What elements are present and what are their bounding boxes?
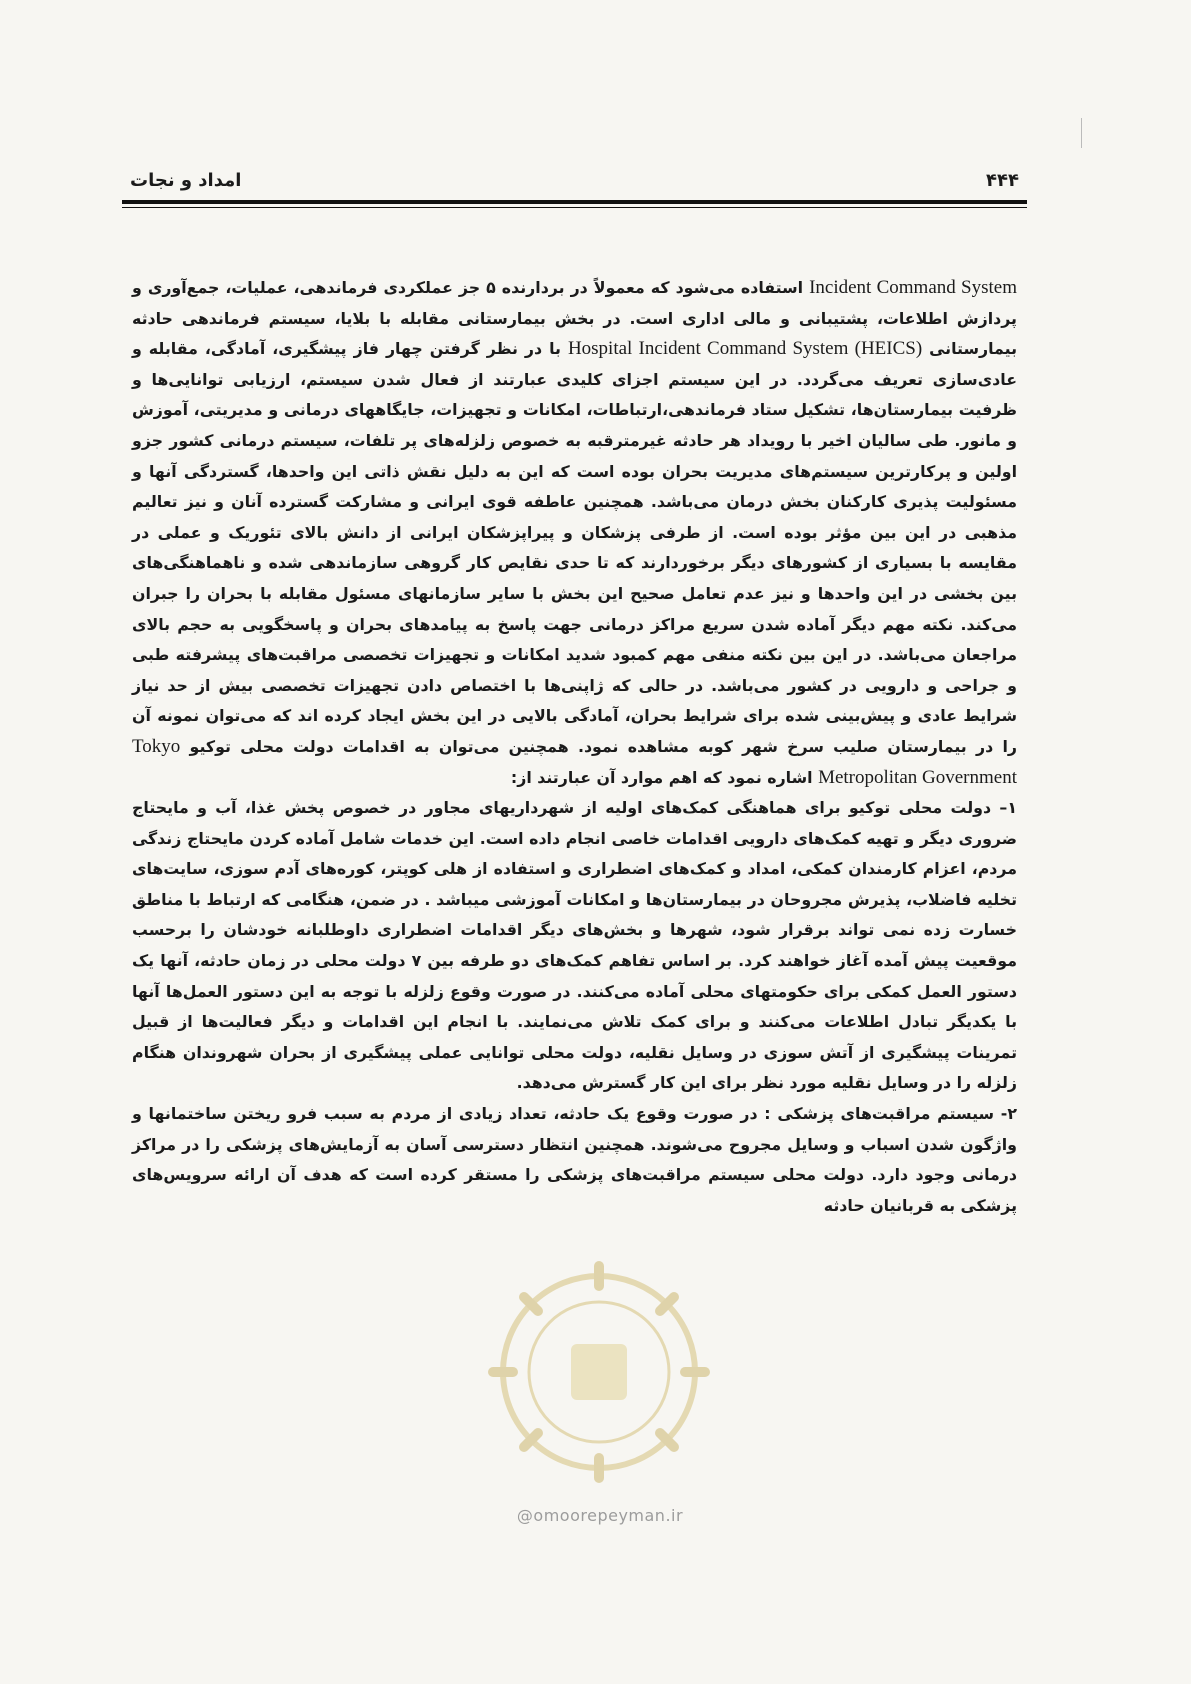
latin-term: Incident Command System — [809, 277, 1017, 298]
paragraph-2: ۱– دولت محلی توکیو برای هماهنگی کمک‌های اولیه از شهرداریهای مجاور در خصوص پخش غذا، آب و مایحتاج ضروری دیگر و تهیه کمک‌های دارویی اقدامات خاصی انجام داده است. این خدمات شامل آماده کردن مایحتاج زندگی مردم، اعزام کارمندان کمکی، امداد و کمک‌های اضطراری و استفاده از هلی کوپتر، کوره‌های آدم سوزی، سایت‌های تخلیه فاضلاب، پذیرش مجروحان در بیمارستان‌ها و امکانات آموزشی میباشد . در ضمن، هنگامی که ارتباط با مناطق خسارت زده نمی تواند برقرار شود، شهرها و بخش‌های دیگر اقدامات اضطراری داوطلبانه خودشان را برحسب موقعیت پیش آمده آغاز خواهند کرد. بر اساس تفاهم کمک‌های دو طرفه بین ۷ دولت محلی در زمان حادثه، آنها یک دستور العمل کمکی برای حکومتهای محلی آماده می‌کنند. در صورت وقوع زلزله با توجه به این دستور العمل‌ها آنها با یکدیگر تبادل اطلاعات می‌کنند و برای کمک تلاش می‌نمایند. با انجام این اقدامات و دیگر فعالیت‌ها از قبیل تمرینات پیشگیری از آتش سوزی در وسایل نقلیه، دولت محلی توانایی عملی پیشگیری از بحران شهروندان هنگام زلزله را در وسایل نقلیه مورد نظر برای این کار گسترش می‌دهد. — [132, 798, 1017, 1093]
paragraph-text: با در نظر گرفتن چهار فاز پیشگیری، آمادگی، مقابله و عادی‌سازی تعریف می‌گردد. در این سیستم اجزای کلیدی عبارتند از فعال شدن سیستم، ارزیابی توانایی‌ها و ظرفیت بیمارستان‌ها، تشکیل ستاد فرماندهی،ارتباطات، امکانات و تجهیزات، جایگاههای درمانی و مدیریتی، آموزش و مانور. طی سالیان اخیر با رویداد هر حادثه غیرمترقبه به خصوص زلزله‌های پر تلفات، سیستم درمانی کشور جزو اولین و پرکارترین سیستم‌های مدیریت بحران بوده است که این به دلیل نقش ذاتی این واحدها، گستردگی آنها و مسئولیت پذیری کارکنان بخش درمان می‌باشد. همچنین عاطفه قوی ایرانی و مشارکت گسترده آنان و نیز تعالیم مذهبی در این بین مؤثر بوده است. از طرفی پزشکان و پیراپزشکان ایرانی از دانش بالای تئوریک و عملی در مقایسه با بسیاری از کشورهای دیگر برخوردارند که تا حدی نقایص کار گروهی سازماندهی شده و ناهماهنگی‌های بین بخشی در این واحدها و نیز عدم تعامل صحیح این بخش با سایر سازمانهای مسئول مقابله با بحران را جبران می‌کند. نکته مهم دیگر آماده شدن سریع مراکز درمانی جهت پاسخ به پیامدهای بحران و پاسخگویی به حجم بالای مراجعان می‌باشد. در این بین نکته منفی مهم کمبود شدید امکانات و تجهیزات تخصصی مراقبت‌های پیشرفته طبی و جراحی و دارویی در کشور می‌باشد. در حالی که ژاپنی‌ها با اختصاص دادن تجهیزات تخصصی بیش از حد نیاز شرایط عادی و پیش‌بینی شده برای شرایط بحران، آمادگی بالایی در این بخش ایجاد کرده اند که می‌توان نمونه آن را در بیمارستان صلیب سرخ شهر کوبه مشاهده نمود. همچنین می‌توان به اقدامات دولت محلی توکیو — [132, 339, 1017, 756]
latin-term: Hospital Incident Command System (HEICS) — [567, 338, 923, 360]
running-title: امداد و نجات — [130, 170, 242, 191]
latin-term: Tokyo Metropolitan Government — [132, 735, 1017, 788]
body-text — [132, 273, 1017, 1221]
header-rule-thick — [122, 200, 1027, 204]
margin-mark — [1081, 118, 1082, 148]
watermark-site-text: omoorepeyman.ir — [533, 1506, 684, 1525]
paragraph-text: استفاده می‌شود که معمولاً در بردارنده ۵ جز عملکردی فرماندهی، عملیات، جمع‌آوری و پردازش اطلاعات، پشتیبانی و مالی اداری است. در بخش بیمارستانی مقابله با بلایا، سیستم فرماندهی حادثه بیمارستانی — [132, 278, 1017, 359]
paragraph-1 — [132, 273, 1017, 793]
watermark-emblem-icon — [454, 1252, 744, 1492]
page-number: ۴۴۴ — [986, 170, 1019, 191]
paragraph-3: ۲- سیستم مراقبت‌های پزشکی : در صورت وقوع یک حادثه، تعداد زیادی از مردم به سبب فرو ریختن ساختمانها و واژگون شدن اسباب و وسایل مجروح می‌شوند. همچنین انتظار دسترسی آسان به آزمایش‌های پزشکی را در مراکز درمانی وجود دارد. دولت محلی سیستم مراقبت‌های پزشکی را مستقر کرده است که هدف آن ارائه سرویس‌های پزشکی به قربانیان حادثه — [132, 1104, 1017, 1215]
header-rule-thin — [122, 207, 1027, 208]
watermark-site: @omoorepeyman.ir — [516, 1506, 684, 1525]
running-header — [122, 168, 1027, 198]
paragraph-text: اشاره نمود که اهم موارد آن عبارتند از: — [510, 767, 819, 787]
